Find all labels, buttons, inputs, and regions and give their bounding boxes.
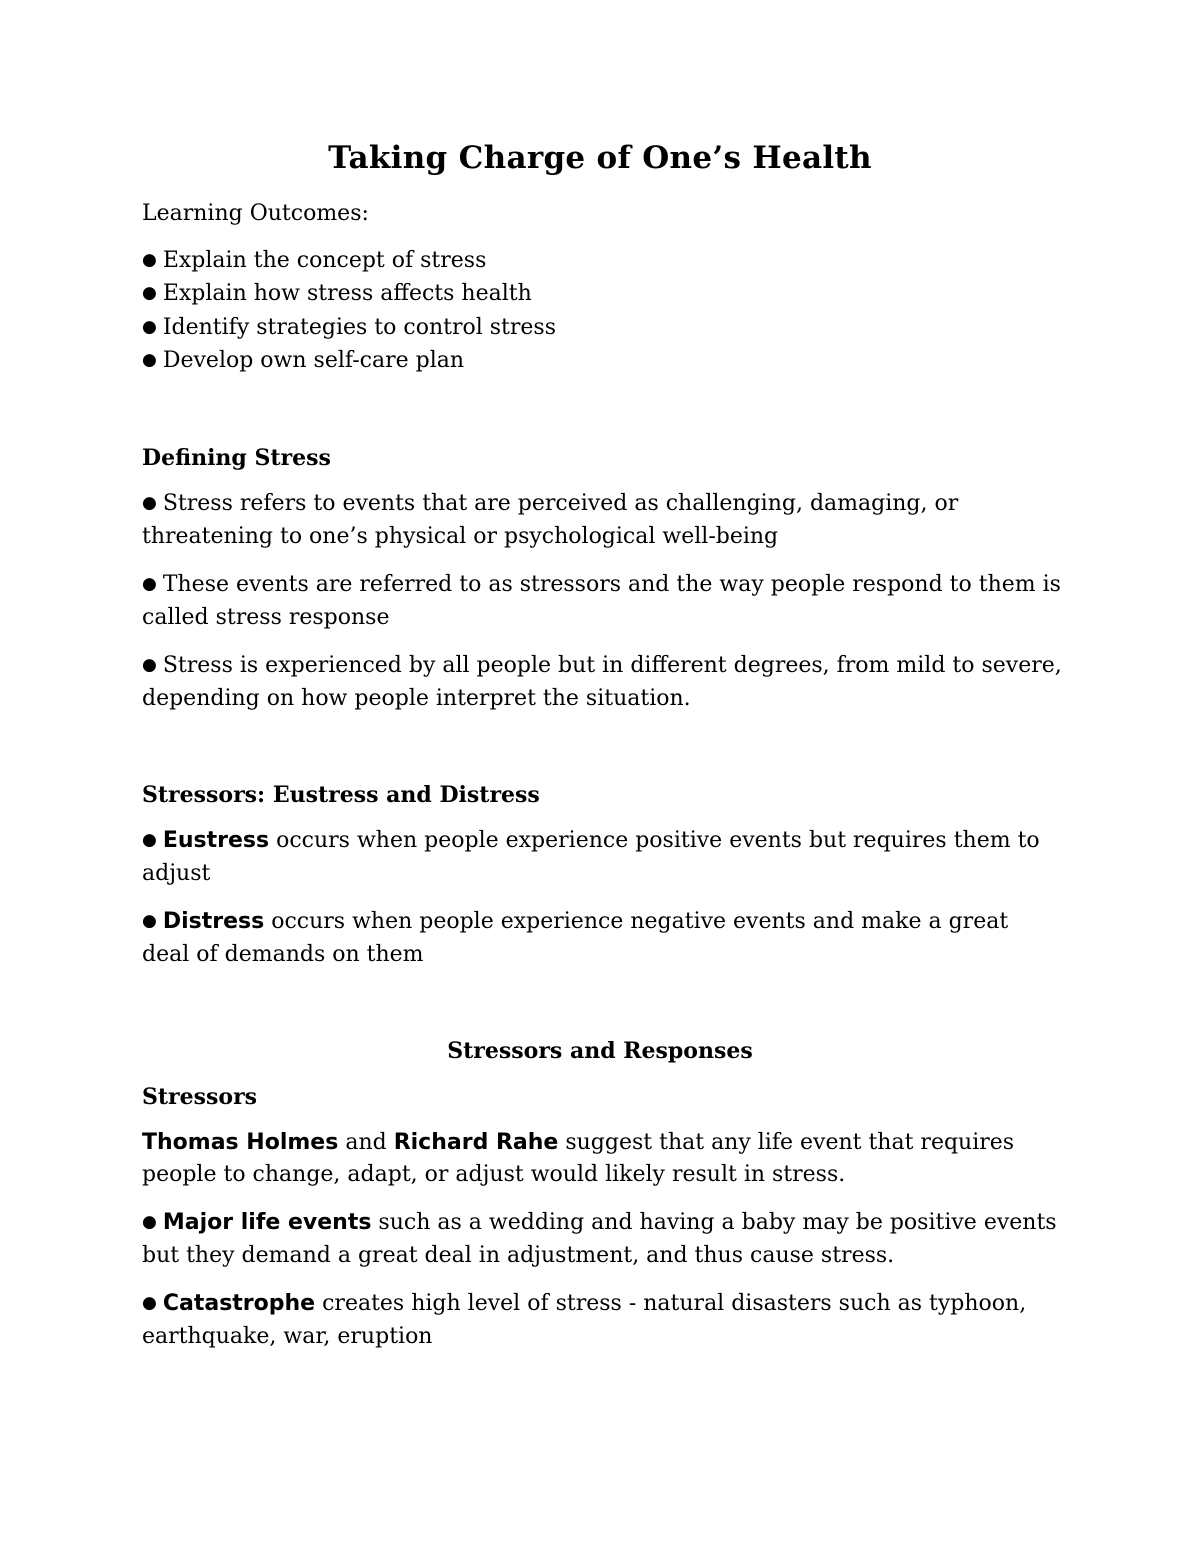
list-item: ● Major life events such as a wedding and having a baby may be positive events but they demand a great deal in adjustment, and thus cause stress.	[142, 1209, 1057, 1268]
term-catastrophe: Catastrophe	[162, 1290, 316, 1316]
learning-outcomes-label: Learning Outcomes:	[142, 201, 369, 226]
list-item: ● Identify strategies to control stress	[142, 314, 556, 340]
bullet-icon: ●	[142, 910, 157, 931]
learning-outcomes-list	[142, 245, 1062, 379]
term-distress: Distress	[162, 908, 265, 934]
document-content	[142, 140, 1062, 1354]
bullet-icon: ●	[142, 1211, 157, 1232]
list-item: ● Explain how stress affects health	[142, 281, 532, 306]
term-major-life-events: Major life events	[162, 1209, 372, 1235]
bullet-icon: ●	[142, 573, 157, 594]
bullet-icon: ●	[142, 1292, 157, 1313]
list-item: ● Catastrophe creates high level of stress - natural disasters such as typhoon, earthquake, war, eruption	[142, 1290, 1027, 1349]
bullet-icon: ●	[142, 283, 157, 303]
holmes-rahe-paragraph: Thomas Holmes and Richard Rahe suggest that any life event that requires people to change, adapt, or adjust would likely result in stress.	[142, 1129, 1015, 1187]
list-item: ● Stress is experienced by all people but in different degrees, from mild to severe, depending on how people interpret the situation.	[142, 652, 1062, 711]
name-thomas-holmes: Thomas Holmes	[142, 1129, 339, 1155]
bullet-icon: ●	[142, 350, 157, 370]
list-item: ● Explain the concept of stress	[142, 247, 487, 273]
eustress-distress-list	[142, 825, 1062, 972]
list-item: ● Stress refers to events that are perceived as challenging, damaging, or threatening to one’s physical or psychological well-being	[142, 490, 959, 549]
defining-stress-list	[142, 488, 1062, 716]
eustress-distress-heading: Stressors: Eustress and Distress	[142, 781, 540, 808]
bullet-icon: ●	[142, 654, 157, 675]
list-item: ● Eustress occurs when people experience positive events but requires them to adjust	[142, 827, 1040, 886]
bullet-icon: ●	[142, 316, 157, 337]
defining-stress-heading: Defining Stress	[142, 444, 331, 471]
stressors-subheading: Stressors	[142, 1083, 258, 1110]
page-title: Taking Charge of One’s Health	[328, 140, 872, 176]
bullet-icon: ●	[142, 492, 157, 513]
bullet-icon: ●	[142, 249, 157, 270]
name-richard-rahe: Richard Rahe	[393, 1129, 559, 1155]
list-item: ● Develop own self-care plan	[142, 348, 465, 373]
bullet-icon: ●	[142, 829, 157, 850]
stressors-responses-heading: Stressors and Responses	[447, 1037, 753, 1064]
list-item: ● Distress occurs when people experience negative events and make a great deal of demands on them	[142, 908, 1009, 967]
list-item: ● These events are referred to as stressors and the way people respond to them is called stress response	[142, 571, 1061, 630]
term-eustress: Eustress	[162, 827, 270, 853]
